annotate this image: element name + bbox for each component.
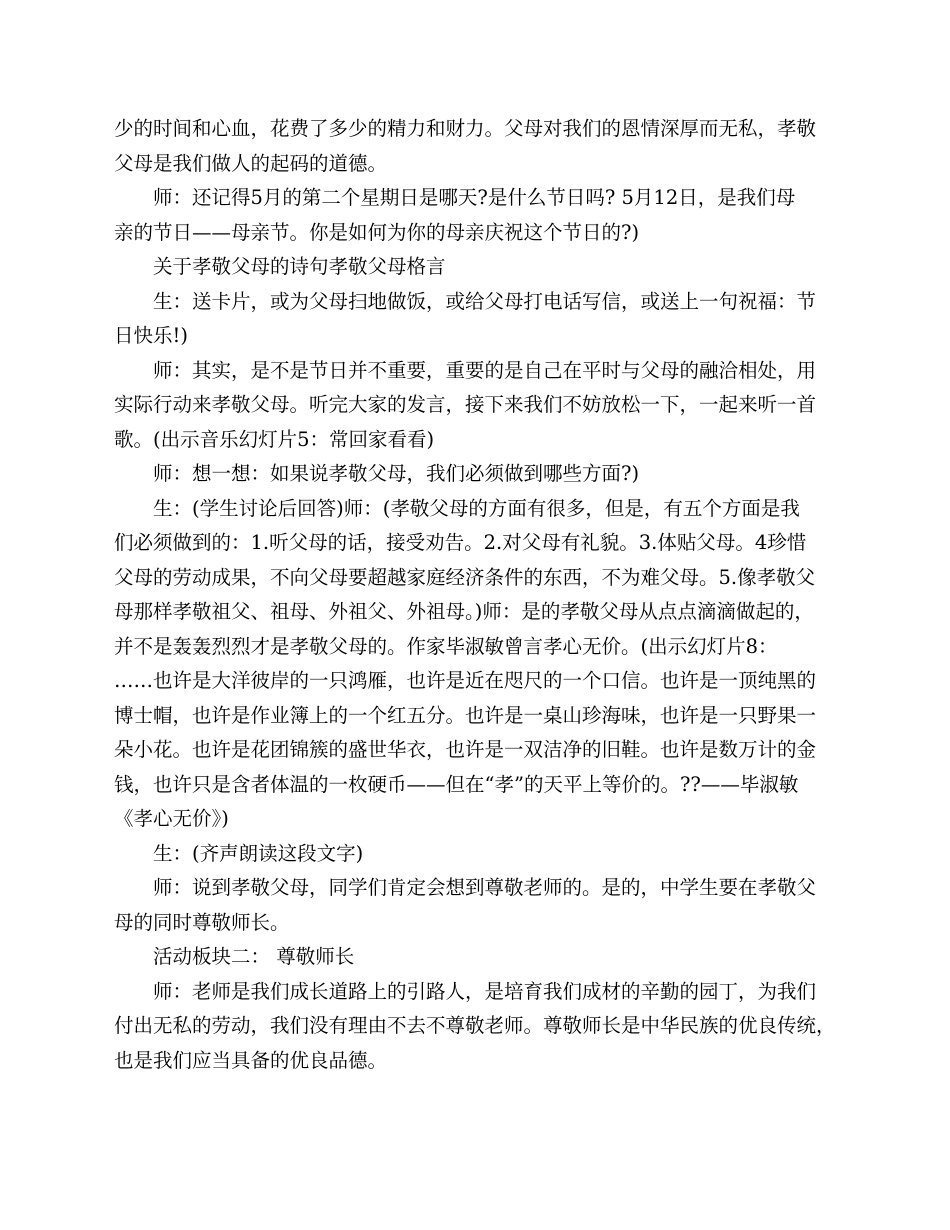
text-line: 《孝心无价》) — [114, 807, 229, 830]
text-line: 师：老师是我们成长道路上的引路人，是培育我们成材的辛勤的园丁，为我们 — [153, 979, 817, 1003]
text-line: 师：想一想：如果说孝敬父母，我们必须做到哪些方面?) — [153, 462, 640, 485]
text-line: 亲的节日——母亲节。你是如何为你的母亲庆祝这个节日的?) — [114, 220, 640, 244]
text-line: 师：其实，是不是节日并不重要，重要的是自己在平时与父母的融洽相处，用 — [153, 358, 817, 382]
text-line: 父母的劳动成果，不向父母要超越家庭经济条件的东西，不为难父母。5.像孝敬父 — [114, 565, 816, 589]
text-line: 母的同时尊敬师长。 — [114, 910, 290, 934]
text-line: 师：说到孝敬父母，同学们肯定会想到尊敬老师的。是的，中学生要在孝敬父 — [153, 876, 817, 899]
document-body — [114, 112, 836, 1078]
text-line: 朵小花。也许是花团锦簇的盛世华衣，也许是一双洁净的旧鞋。也许是数万计的金 — [114, 738, 817, 761]
text-line: 钱，也许只是含者体温的一枚硬币——但在“孝”的天平上等价的。??——毕淑敏 — [114, 772, 799, 796]
text-line: 并不是轰轰烈烈才是孝敬父母的。作家毕淑敏曾言孝心无价。(出示幻灯片8： — [114, 634, 778, 658]
text-line: 少的时间和心血，花费了多少的精力和财力。父母对我们的恩情深厚而无私，孝敬 — [114, 117, 817, 140]
text-line: ……也许是大洋彼岸的一只鸿雁，也许是近在咫尺的一个口信。也许是一顶纯黑的 — [114, 669, 817, 692]
text-line: 博士帽，也许是作业簿上的一个红五分。也许是一桌山珍海味，也许是一只野果一 — [114, 703, 817, 727]
text-line: 生：(齐声朗读这段文字) — [153, 841, 364, 865]
text-line: 父母是我们做人的起码的道德。 — [114, 151, 388, 175]
text-line: 实际行动来孝敬父母。听完大家的发言，接下来我们不妨放松一下，一起来听一首 — [114, 393, 817, 416]
text-line: 们必须做到的：1.听父母的话，接受劝告。2.对父母有礼貌。3.体贴父母。4珍惜 — [114, 531, 807, 554]
text-line: 也是我们应当具备的优良品德。 — [114, 1048, 388, 1072]
text-line: 歌。(出示音乐幻灯片5：常回家看看) — [114, 427, 435, 451]
text-line: 付出无私的劳动，我们没有理由不去不尊敬老师。尊敬师长是中华民族的优良传统， — [114, 1014, 836, 1037]
text-line: 日快乐!) — [114, 324, 188, 347]
text-line: 生：送卡片，或为父母扫地做饭，或给父母打电话写信，或送上一句祝福：节 — [153, 289, 817, 313]
text-line: 母那样孝敬祖父、祖母、外祖父、外祖母。)师：是的孝敬父母从点点滴滴做起的， — [114, 600, 814, 623]
section-heading: 活动板块二： 尊敬师长 — [153, 945, 355, 968]
text-line: 关于孝敬父母的诗句孝敬父母格言 — [153, 255, 446, 278]
text-line: 生：(学生讨论后回答)师：(孝敬父母的方面有很多，但是，有五个方面是我 — [153, 496, 800, 520]
text-line: 师：还记得5月的第二个星期日是哪天?是什么节日吗? 5月12日，是我们母 — [153, 186, 796, 209]
